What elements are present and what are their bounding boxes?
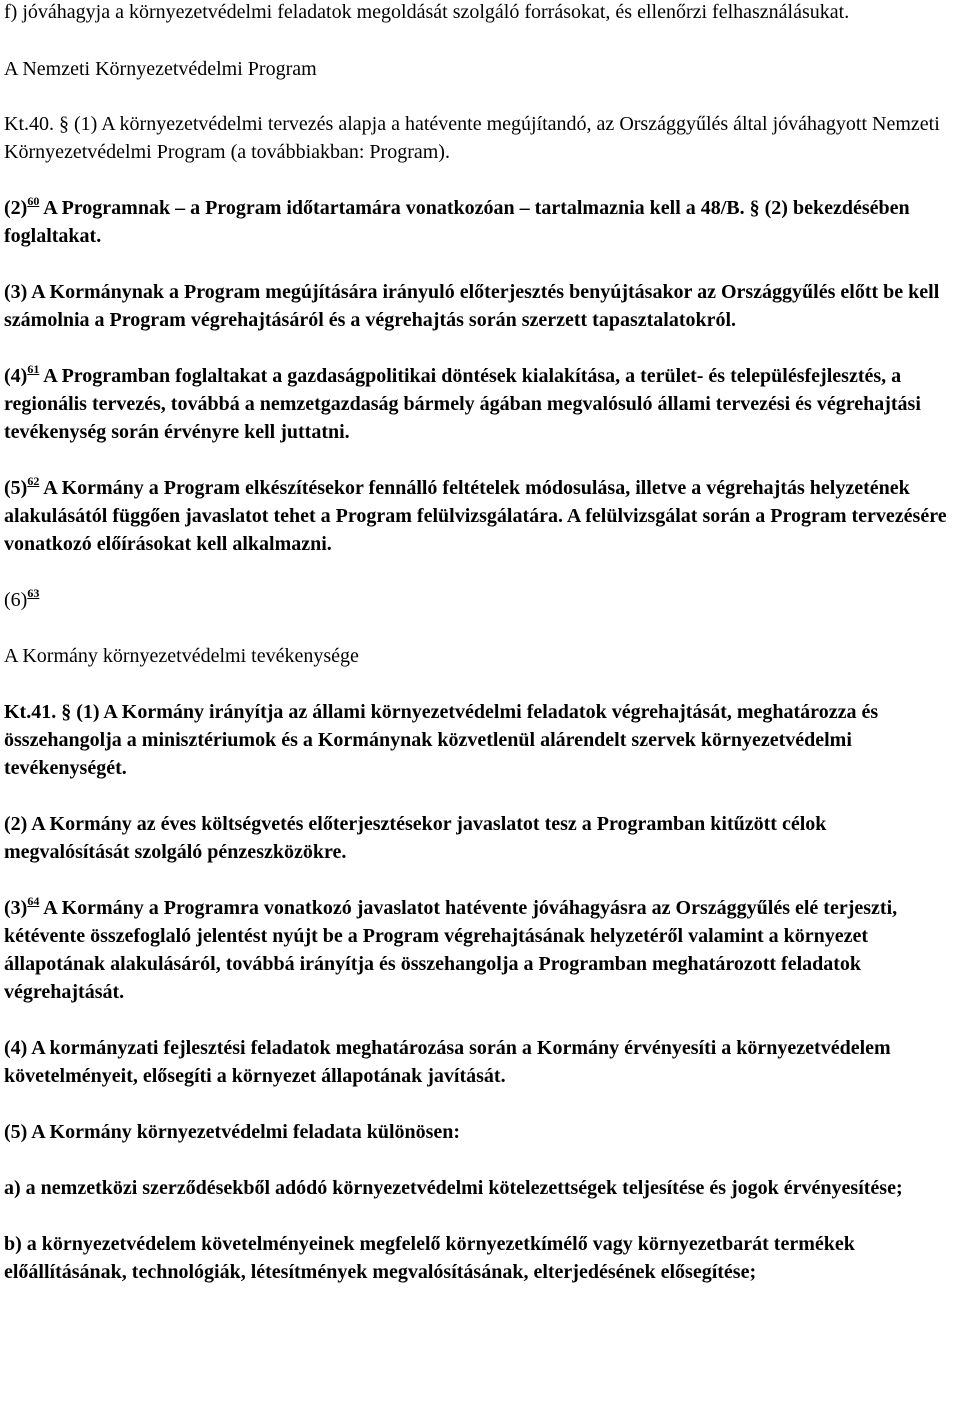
paragraph-lead: (2) [4, 197, 28, 219]
paragraph-text: (4) A kormányzati fejlesztési feladatok meghatározása során a Kormány érvényesíti a környezetvédelem követelményeit, elősegíti a környezet állapotának javítását. [4, 1037, 891, 1087]
paragraph-text: Kt.40. § (1) A környezetvédelmi tervezés alapja a hatévente megújítandó, az Országgyűlés által jóváhagyott Nemzeti Környezetvédelmi Program (a továbbiakban: Program). [4, 113, 940, 163]
section-heading-national-program [4, 55, 956, 83]
heading-text: A Nemzeti Környezetvédelmi Program [4, 58, 317, 80]
heading-text: A Kormány környezetvédelmi tevékenysége [4, 645, 359, 667]
paragraph-text: A Kormány a Programra vonatkozó javaslatot hatévente jóváhagyásra az Országgyűlés elé terjeszti, kétévente összefoglaló jelentést nyújt be a Program végrehajtásának helyzetéről valamint a környezet állapotának alakulásáról, továbbá irányítja és összehangolja a Programban meghatározott feladatok végrehajtását. [4, 897, 898, 1003]
footnote-link-60[interactable]: 60 [27, 194, 40, 208]
paragraph-text: (3) A Kormánynak a Program megújítására irányuló előterjesztés benyújtásakor az Országgyűlés előtt be kell számolnia a Program végrehajtásáról és a végrehajtás során szerzett tapasztalatokról. [4, 281, 940, 331]
paragraph-kt41-5b [4, 1230, 956, 1286]
footnote-link-64[interactable]: 64 [27, 894, 40, 908]
paragraph-kt40-4 [4, 362, 956, 446]
footnote-link-62[interactable]: 62 [27, 474, 40, 488]
paragraph-kt40-2 [4, 194, 956, 250]
footnote-link-63[interactable]: 63 [27, 586, 40, 600]
paragraph-text: A Kormány a Program elkészítésekor fennálló feltételek módosulása, illetve a végrehajtás helyzetének alakulásától függően javaslatot tehet a Program felülvizsgálatára. A felülvizsgálat során a Program tervezésére vonatkozó előírásokat kell alkalmazni. [4, 477, 947, 555]
paragraph-text: Kt.41. § (1) A Kormány irányítja az állami környezetvédelmi feladatok végrehajtását, meghatározza és összehangolja a minisztériumok és a Kormánynak közvetlenül alárendelt szervek környezetvédelmi tevékenységét. [4, 701, 879, 779]
paragraph-text: a) a nemzetközi szerződésekből adódó környezetvédelmi kötelezettségek teljesítése és jogok érvényesítése; [4, 1177, 903, 1199]
paragraph-text: f) jóváhagyja a környezetvédelmi feladatok megoldását szolgáló forrásokat, és ellenőrzi felhasználásukat. [4, 1, 850, 23]
paragraph-text: (2) A Kormány az éves költségvetés előterjesztésekor javaslatot tesz a Programban kitűzött célok megvalósítását szolgáló pénzeszközökre. [4, 813, 827, 863]
paragraph-kt41-4 [4, 1034, 956, 1090]
paragraph-kt40-1 [4, 110, 956, 166]
paragraph-lead: (5) [4, 477, 28, 499]
paragraph-text: b) a környezetvédelem követelményeinek megfelelő környezetkímélő vagy környezetbarát termékek előállításának, technológiák, létesítmények megvalósításának, elterjedésének elősegítése; [4, 1233, 855, 1283]
footnote-link-61[interactable]: 61 [27, 362, 40, 376]
paragraph-kt40-6 [4, 586, 956, 614]
paragraph-kt41-2 [4, 810, 956, 866]
paragraph-lead: (6) [4, 589, 28, 611]
paragraph-text: (5) A Kormány környezetvédelmi feladata különösen: [4, 1121, 461, 1143]
section-heading-government-activity [4, 642, 956, 670]
paragraph-text: A Programban foglaltakat a gazdaságpolitikai döntések kialakítása, a terület- és településfejlesztés, a regionális tervezés, továbbá a nemzetgazdaság bármely ágában megvalósuló állami tervezési és végrehajtási tevékenység során érvényre kell juttatni. [4, 365, 921, 443]
paragraph-kt40-5 [4, 474, 956, 558]
paragraph-f-item [4, 0, 956, 26]
paragraph-lead: (4) [4, 365, 28, 387]
paragraph-kt40-3 [4, 278, 956, 334]
paragraph-kt41-5a [4, 1174, 956, 1202]
paragraph-kt41-5 [4, 1118, 956, 1146]
paragraph-kt41-3 [4, 894, 956, 1006]
paragraph-text: A Programnak – a Program időtartamára vonatkozóan – tartalmaznia kell a 48/B. § (2) bekezdésében foglaltakat. [4, 197, 910, 247]
paragraph-kt41-1 [4, 698, 956, 782]
paragraph-lead: (3) [4, 897, 28, 919]
